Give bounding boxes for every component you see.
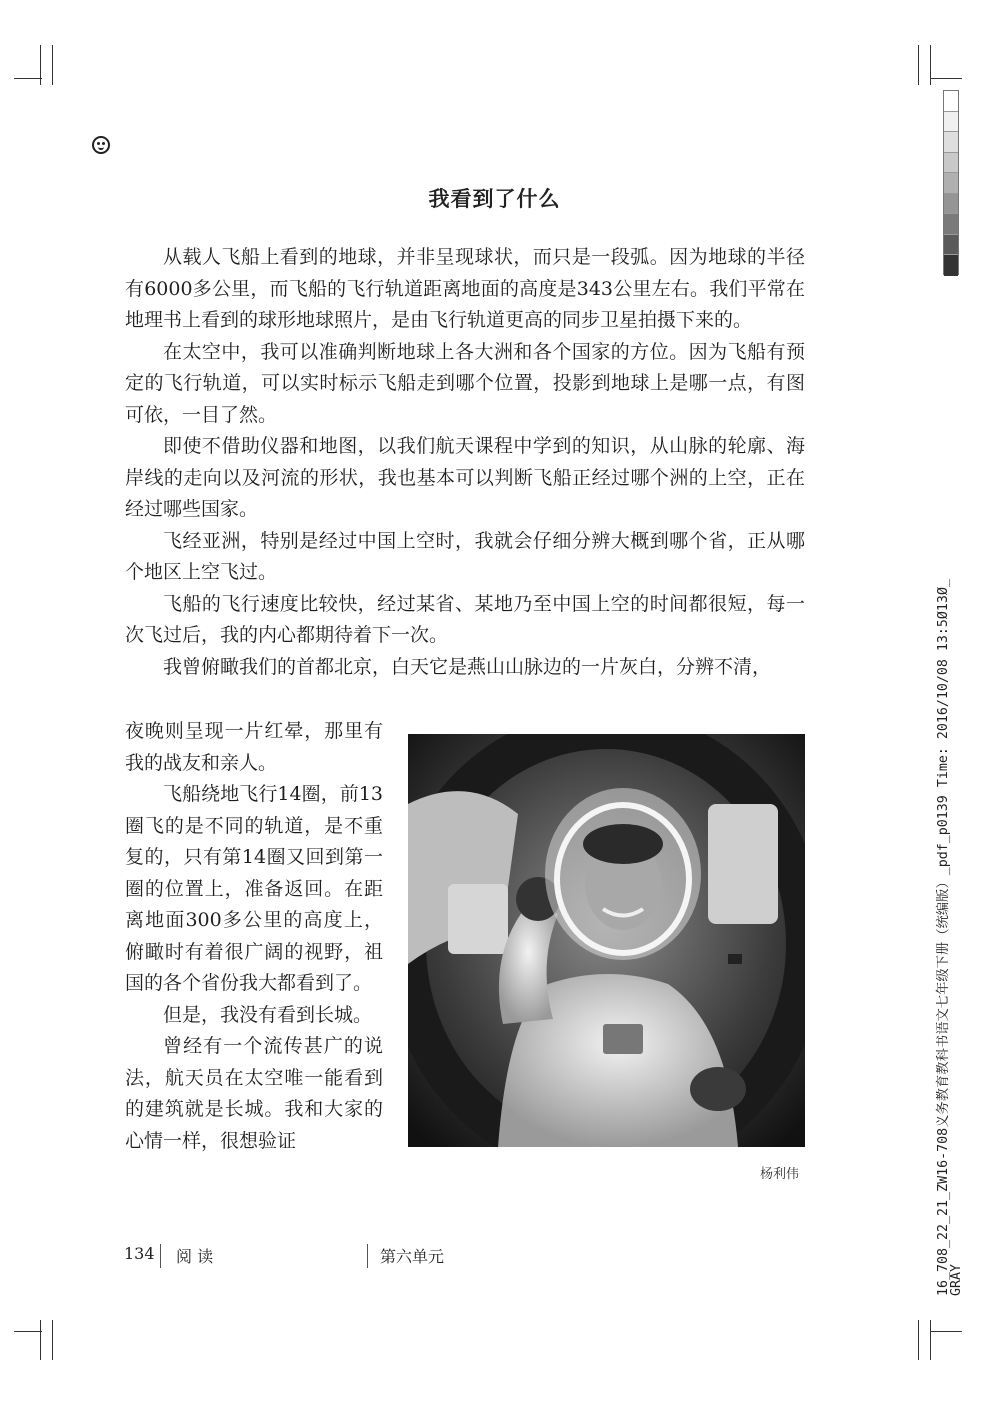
smiley-icon (92, 136, 110, 154)
paragraph: 从载人飞船上看到的地球，并非呈现球状，而只是一段弧。因为地球的半径有6000多公里，而飞船的飞行轨道距离地面的高度是343公里左右。我们平常在地理书上看到的球形地球照片，是由飞行轨道更高的同步卫星拍摄下来的。 (125, 246, 805, 331)
print-stamp-line: 16_708_22_21_ZW16-708义务教育教科书语文七年级下册（统编版）_pdf_p0139 Time: 2016/10/08 13:5Ø13Ø_ (936, 579, 951, 1296)
paragraph: 飞船绕地飞行14圈，前13圈飞的是不同的轨道，是不重复的，只有第14圈又回到第一圈的位置上，准备返回。在距离地面300多公里的高度上，俯瞰时有着很广阔的视野，祖国的各个省份我大都看到了。 (125, 783, 383, 994)
footer-divider (160, 1244, 161, 1268)
paragraph: 但是，我没有看到长城。 (163, 1003, 373, 1026)
page-number: 134 (124, 1244, 155, 1263)
article-body (125, 242, 805, 683)
crop-mark (918, 1320, 919, 1360)
crop-mark (14, 78, 42, 79)
crop-mark (930, 1331, 962, 1332)
crop-mark (40, 45, 41, 85)
photo-caption: 杨利伟 (760, 1167, 800, 1182)
astronaut-illustration (408, 734, 805, 1147)
paragraph: 我曾俯瞰我们的首都北京，白天它是燕山山脉边的一片灰白，分辨不清， (163, 655, 772, 678)
crop-mark (930, 1320, 931, 1360)
crop-mark (930, 45, 931, 85)
footer-unit: 第六单元 (380, 1247, 445, 1266)
paragraph: 飞船的飞行速度比较快，经过某省、某地乃至中国上空的时间都很短，每一次飞过后，我的内心都期待着下一次。 (125, 592, 805, 646)
article-title: 我看到了什么 (428, 186, 561, 211)
article-body-narrow (125, 716, 383, 1157)
paragraph: 曾经有一个流传甚广的说法，航天员在太空唯一能看到的建筑就是长城。我和大家的心情一样，很想验证 (125, 1035, 383, 1152)
paragraph-continuation: 夜晚则呈现一片红晕，那里有我的战友和亲人。 (125, 720, 383, 774)
print-stamp (936, 579, 964, 1296)
crop-mark (14, 1331, 42, 1332)
paragraph: 飞经亚洲，特别是经过中国上空时，我就会仔细分辨大概到哪个省，正从哪个地区上空飞过。 (125, 529, 805, 583)
crop-mark (918, 45, 919, 85)
crop-mark (52, 45, 53, 85)
footer-section: 阅 读 (176, 1247, 214, 1266)
print-stamp-gray: GRAY (949, 1263, 964, 1296)
astronaut-photo (408, 734, 805, 1147)
paragraph: 即使不借助仪器和地图，以我们航天课程中学到的知识，从山脉的轮廓、海岸线的走向以及河流的形状，我也基本可以判断飞船正经过哪个洲的上空，正在经过哪些国家。 (125, 435, 805, 520)
footer-divider (367, 1244, 368, 1268)
crop-mark (40, 1320, 41, 1360)
paragraph: 在太空中，我可以准确判断地球上各大洲和各个国家的方位。因为飞船有预定的飞行轨道，可以实时标示飞船走到哪个位置，投影到地球上是哪一点，有图可依，一目了然。 (125, 340, 805, 426)
crop-mark (930, 78, 962, 79)
crop-mark (52, 1320, 53, 1360)
